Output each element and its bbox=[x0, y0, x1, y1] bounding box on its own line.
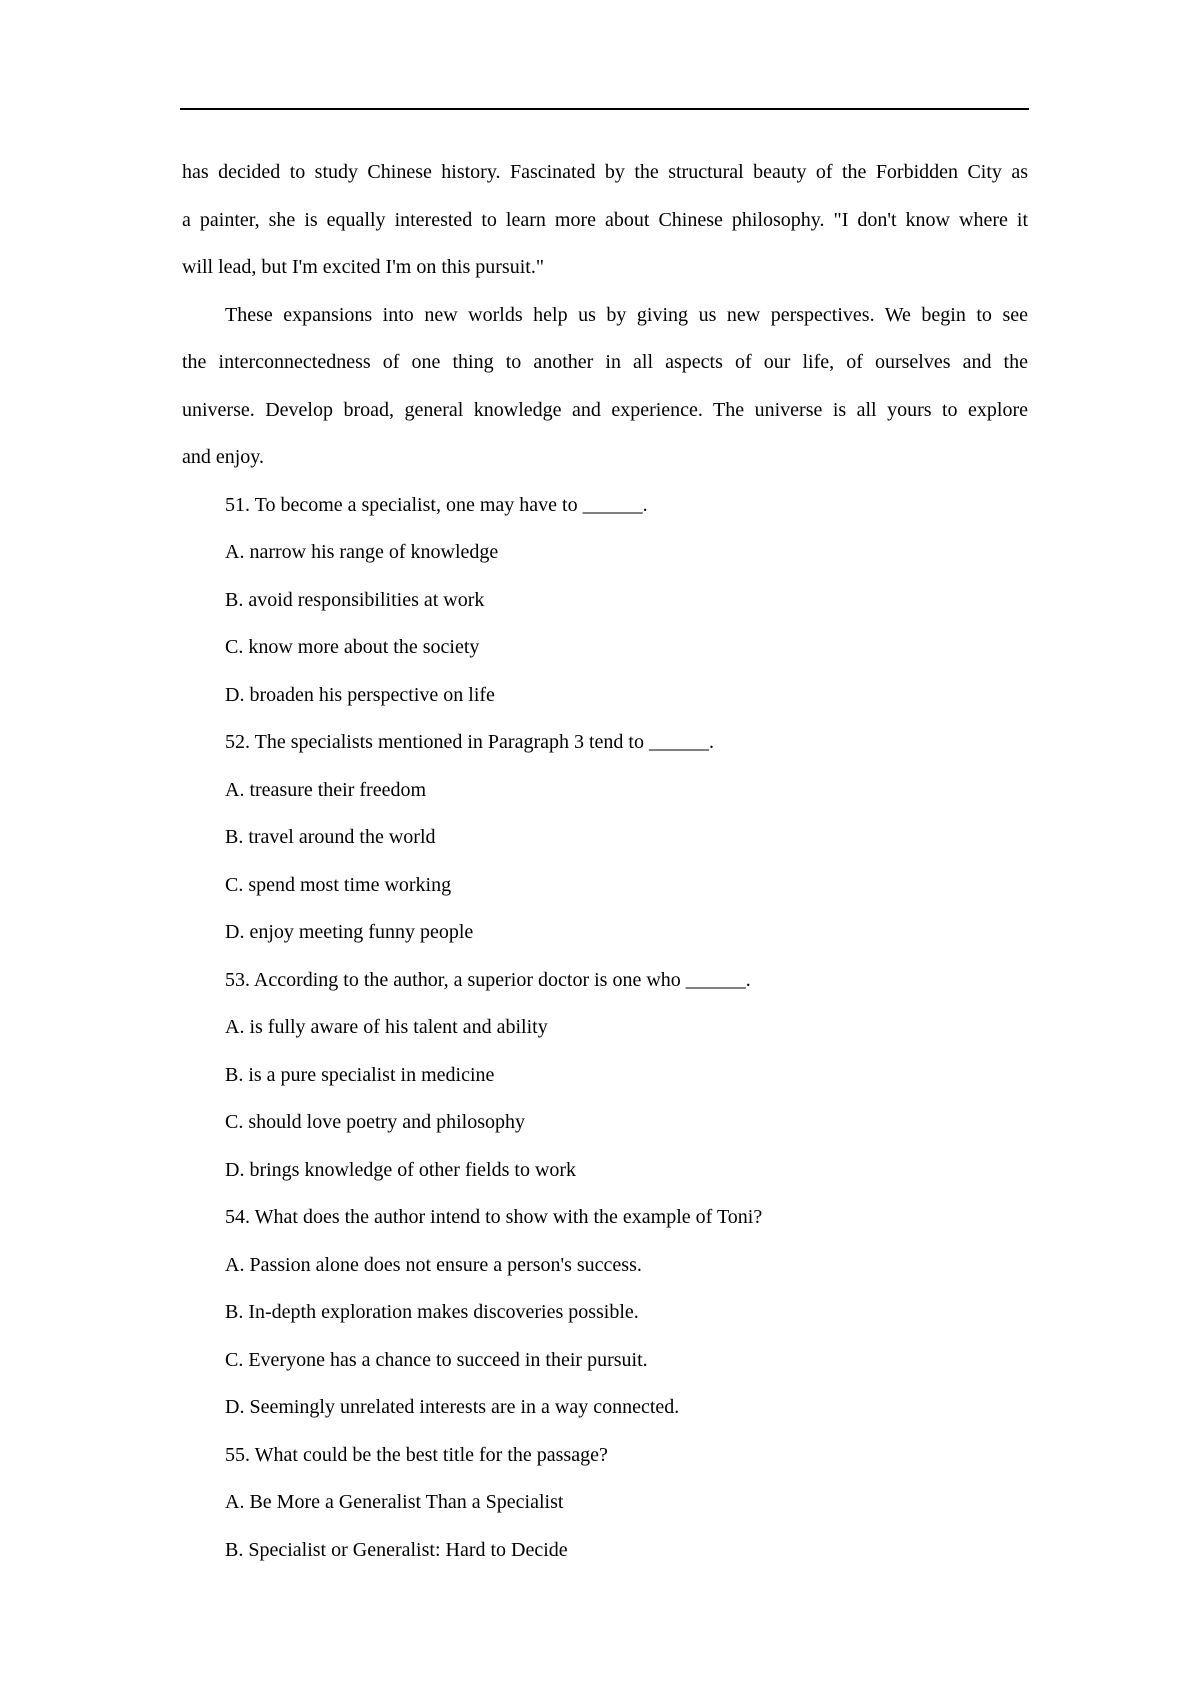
answer-option: D. broaden his perspective on life bbox=[225, 683, 495, 706]
answer-option: C. should love poetry and philosophy bbox=[225, 1111, 525, 1133]
answer-option: B. In-depth exploration makes discoveries possible. bbox=[225, 1301, 639, 1323]
answer-option: C. spend most time working bbox=[225, 873, 452, 896]
question-51 bbox=[182, 482, 1028, 720]
answer-option: A. treasure their freedom bbox=[225, 778, 427, 801]
answer-option: D. brings knowledge of other fields to work bbox=[225, 1158, 577, 1181]
question-54 bbox=[182, 1194, 1028, 1432]
paragraph-line: universe. Develop broad, general knowledge and experience. The universe is all yours to explore bbox=[182, 398, 1028, 421]
answer-option: B. travel around the world bbox=[225, 826, 436, 848]
answer-option: B. is a pure specialist in medicine bbox=[225, 1063, 495, 1086]
question-53 bbox=[182, 957, 1028, 1195]
answer-option: B. Specialist or Generalist: Hard to Decide bbox=[225, 1538, 568, 1561]
answer-option: A. Passion alone does not ensure a person's success. bbox=[225, 1253, 642, 1276]
answer-option: D. Seemingly unrelated interests are in a way connected. bbox=[225, 1396, 680, 1418]
paragraph-conclusion bbox=[182, 292, 1028, 482]
question-stem: 51. To become a specialist, one may have to ______. bbox=[225, 493, 648, 516]
answer-option: A. is fully aware of his talent and ability bbox=[225, 1016, 548, 1038]
paragraph-line: a painter, she is equally interested to learn more about Chinese philosophy. "I don't know where it bbox=[182, 208, 1028, 231]
question-stem: 52. The specialists mentioned in Paragraph 3 tend to ______. bbox=[225, 731, 714, 753]
header-rule bbox=[180, 108, 1029, 110]
paragraph-line: the interconnectedness of one thing to another in all aspects of our life, of ourselves and the bbox=[182, 351, 1028, 373]
question-52 bbox=[182, 719, 1028, 957]
answer-option: A. Be More a Generalist Than a Specialist bbox=[225, 1491, 564, 1513]
answer-option: C. Everyone has a chance to succeed in their pursuit. bbox=[225, 1348, 648, 1371]
paragraph-line: has decided to study Chinese history. Fascinated by the structural beauty of the Forbidden City as bbox=[182, 161, 1028, 183]
answer-option: D. enjoy meeting funny people bbox=[225, 921, 474, 943]
question-55 bbox=[182, 1432, 1028, 1575]
question-stem: 55. What could be the best title for the passage? bbox=[225, 1443, 608, 1466]
paragraph-line: and enjoy. bbox=[182, 446, 265, 468]
question-stem: 53. According to the author, a superior doctor is one who ______. bbox=[225, 968, 751, 991]
paragraph-line: will lead, but I'm excited I'm on this pursuit." bbox=[182, 256, 544, 278]
question-stem: 54. What does the author intend to show with the example of Toni? bbox=[225, 1206, 763, 1228]
answer-option: B. avoid responsibilities at work bbox=[225, 588, 485, 611]
paragraph-line: These expansions into new worlds help us by giving us new perspectives. We begin to see bbox=[225, 303, 1028, 326]
page-content bbox=[182, 149, 1028, 1574]
paragraph-continued bbox=[182, 149, 1028, 292]
answer-option: A. narrow his range of knowledge bbox=[225, 541, 499, 563]
answer-option: C. know more about the society bbox=[225, 636, 480, 658]
